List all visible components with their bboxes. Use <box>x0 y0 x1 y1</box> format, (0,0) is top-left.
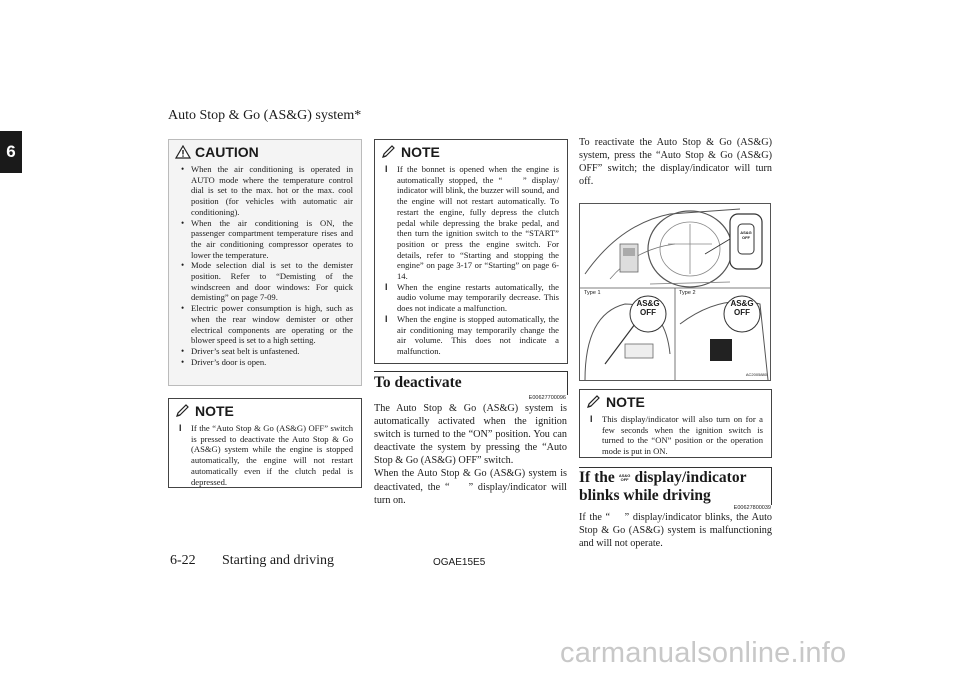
note-pencil-icon <box>381 145 397 159</box>
figure-code: AC2005880 <box>745 372 767 377</box>
asg-indicator-icon: AS&G OFF <box>618 473 631 483</box>
asg-off-badge-type1 <box>631 299 665 317</box>
note-list <box>375 162 567 361</box>
note-heading <box>169 399 361 421</box>
badge-line: AS&G <box>730 299 754 308</box>
paragraph-text: When the Auto Stop & Go (AS&G) system is deactivated, the “ ” display/indicator will turn on. <box>374 468 567 506</box>
footer-code: OGAE15E5 <box>433 557 486 568</box>
switch-line: OFF <box>742 235 750 240</box>
list-item: l When the engine is stopped automatically, the air conditioning may temporarily change the air volume. This does not indicate a malfunction. <box>397 314 559 357</box>
header-title: Auto Stop & Go (AS&G) system* <box>168 108 362 123</box>
paragraph-text: The Auto Stop & Go (AS&G) system is automatically activated when the ignition switch is turned to the “ON” position. You can deactivate the system by pressing the “Auto Stop & Go (AS&G) OFF” switch. <box>374 403 567 467</box>
note-pencil-icon <box>175 404 191 418</box>
note-label: NOTE <box>401 144 440 160</box>
list-item: • Mode selection dial is set to the demister position. Refer to “Demisting of the windscreen and door windows: For quick demisting” on page 7-09. <box>191 260 353 303</box>
list-item: l This display/indicator will also turn on for a few seconds when the ignition switch is turned to the “ON” position or the operation mode is put in ON. <box>602 414 763 457</box>
list-item: l When the engine restarts automatically, the audio volume may temporarily decrease. This does not indicate a malfunction. <box>397 282 559 314</box>
note-pencil-icon <box>586 395 602 409</box>
note-list <box>169 421 361 491</box>
section-title-box <box>374 371 568 395</box>
caution-heading <box>169 140 361 162</box>
note-label: NOTE <box>195 403 234 419</box>
switch-text <box>738 230 754 240</box>
badge-line: OFF <box>734 308 750 317</box>
watermark: carmanualsonline.info <box>560 637 847 669</box>
deactivate-paragraph <box>374 402 567 507</box>
caution-label: CAUTION <box>195 144 259 160</box>
switch-line: AS&G <box>740 230 752 235</box>
blink-paragraph: If the “ ” display/indicator blinks, the Auto Stop & Go (AS&G) system is malfunctioning and will not operate. <box>579 512 772 550</box>
caution-list <box>169 162 361 371</box>
list-item: l If the bonnet is opened when the engine is automatically stopped, the “ ” display/ indicator will blink, the buzzer will sound, and the engine will not restart automatically. To restart the engine, fully depress the clutch pedal while depressing the brake pedal, and then turn the ignition switch to the “START” position or press the engine switch. For details, refer to “Starting and stopping the engine” on page 3-17 or “Starting” on page 6-14. <box>397 164 559 282</box>
section-code: E00627800039 <box>733 505 771 511</box>
title-text: If the <box>579 469 615 486</box>
asg-off-badge-type2 <box>725 299 759 317</box>
badge-line: AS&G <box>636 299 660 308</box>
footer-section: Starting and driving <box>222 553 334 568</box>
list-item: • Electric power consumption is high, such as when the rear window demister or other electrical components are operating or the blower speed is set to a high setting. <box>191 303 353 346</box>
section-title-box <box>579 467 772 505</box>
note-label: NOTE <box>606 394 645 410</box>
type1-label: Type 1 <box>584 290 601 296</box>
page-number: 6-22 <box>170 553 196 568</box>
section-title: To deactivate <box>374 374 462 391</box>
list-item: • When the air conditioning is operated in AUTO mode where the temperature control dial is set to the max. hot or the max. cool position (for vehicles with automatic air conditioning). <box>191 164 353 218</box>
caution-box <box>168 139 362 386</box>
section-code: E00627700096 <box>528 395 566 401</box>
type2-label: Type 2 <box>679 290 696 296</box>
dashboard-figure <box>579 203 771 381</box>
note-box-middle <box>374 139 568 364</box>
title-text: display/indicator <box>634 469 747 486</box>
section-title <box>579 468 771 505</box>
note-heading <box>375 140 567 162</box>
chapter-tab: 6 <box>0 131 22 173</box>
title-text: blinks while driving <box>579 487 711 504</box>
note-list <box>580 412 771 461</box>
warning-triangle-icon <box>175 145 191 159</box>
note-box-left <box>168 398 362 488</box>
badge-line: OFF <box>640 308 656 317</box>
list-item: • Driver’s door is open. <box>191 357 353 368</box>
reactivate-paragraph: To reactivate the Auto Stop & Go (AS&G) system, press the “Auto Stop & Go (AS&G) OFF” switch; the display/indicator will turn off. <box>579 137 772 188</box>
note-box-right <box>579 389 772 458</box>
list-item: l If the “Auto Stop & Go (AS&G) OFF” switch is pressed to deactivate the Auto Stop & Go (AS&G) system while the engine is stopped automatically, the engine will not restart automatically even if the clutch pedal is depressed. <box>191 423 353 487</box>
list-item: • When the air conditioning is ON, the passenger compartment temperature rises and the air conditioning compressor operates to lower the temperature. <box>191 218 353 261</box>
list-item: • Driver’s seat belt is unfastened. <box>191 346 353 357</box>
note-heading <box>580 390 771 412</box>
